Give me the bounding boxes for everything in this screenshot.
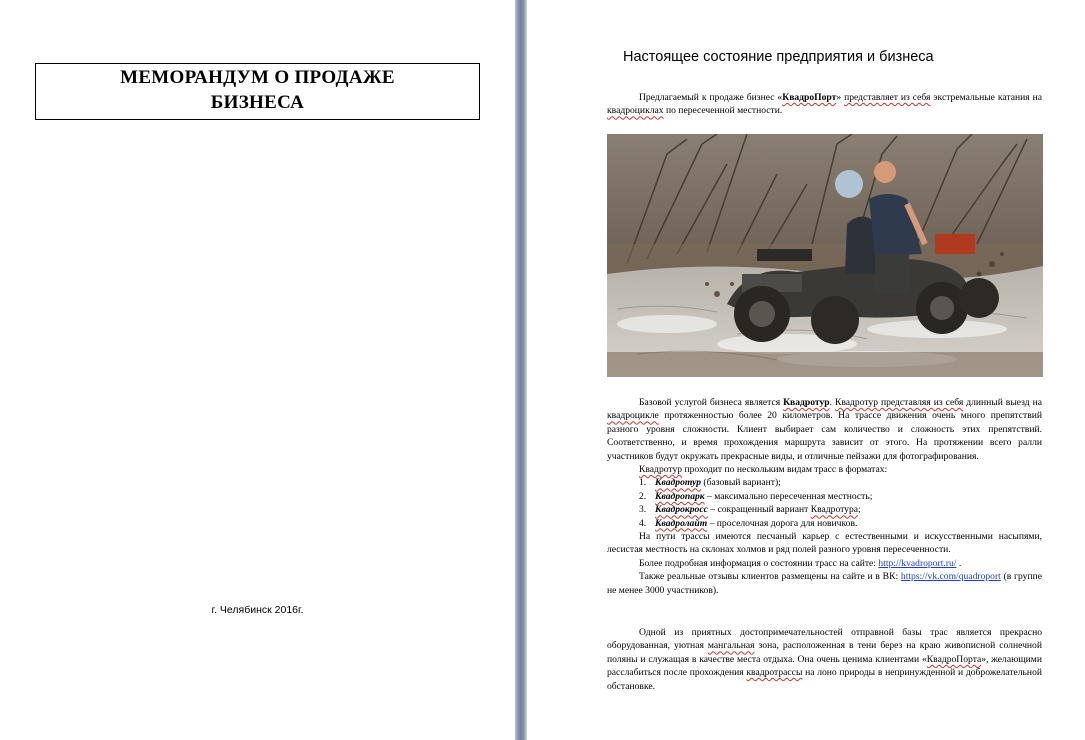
track-paragraph: На пути трассы имеются песчаный карьер с естественными и искусственными насыпями, лесистая местность на склонах холмов и ряд полей разного уровня пересеченности. bbox=[607, 531, 1042, 556]
page-gutter bbox=[515, 0, 527, 740]
section-heading: Настоящее состояние предприятия и бизнеса bbox=[623, 49, 934, 65]
kvadroport-site-link[interactable]: http://kvadroport.ru/ bbox=[878, 557, 957, 569]
atv-river-photo bbox=[607, 134, 1043, 377]
document-page-left bbox=[0, 0, 515, 740]
main-body-text bbox=[607, 396, 1042, 597]
list-item: 4. Квадролайт – проселочная дорога для новичков. bbox=[639, 517, 858, 529]
intro-paragraph: Предлагаемый к продаже бизнес «КвадроПорт» представляет из себя экстремальные катания на квадроциклах по пересеченной местности. bbox=[607, 92, 1043, 117]
list-item: 3. Квадрокросс – сокращенный вариант Квадротура; bbox=[639, 504, 861, 516]
city-year: г. Челябинск 2016г. bbox=[211, 604, 304, 616]
memorandum-title-box bbox=[35, 63, 480, 120]
reviews-paragraph: Также реальные отзывы клиентов размещены на сайте и в ВК: https://vk.com/quadroport (в группе не менее 3000 участников). bbox=[607, 571, 1042, 596]
document-page-right bbox=[527, 0, 1085, 740]
base-service-paragraph: Базовой услугой бизнеса является Квадротур. Квадротур представляя из себя длинный выезд на квадроцикле протяженностью более 20 километров. На трассе движения очень много препятствий разного уровня сложности. Клиент выбирает сам количество и сложность этих препятствий. Соответственно, и время прохождения маршрута зависит от этого. На протяжении всего ралли участников будут окружать прекрасные виды, и отличные пейзажи для фотографирования. bbox=[607, 397, 1042, 462]
formats-paragraph: Квадротур проходит по нескольким видам трасс в форматах: bbox=[639, 464, 888, 476]
more-info-paragraph: Более подробная информация о состоянии трасс на сайте: http://kvadroport.ru/ . bbox=[639, 557, 962, 569]
list-item: 2. Квадропарк – максимально пересеченная местность; bbox=[639, 490, 873, 502]
vk-group-link[interactable]: https://vk.com/quadroport bbox=[900, 571, 1001, 583]
list-item: 1. Квадротур (базовый вариант); bbox=[639, 477, 781, 489]
title-line-1: МЕМОРАНДУМ О ПРОДАЖЕ bbox=[120, 67, 395, 88]
title-line-2: БИЗНЕСА bbox=[210, 92, 305, 113]
attraction-paragraph: Одной из приятных достопримечательностей отправной базы трас является прекрасно оборудованная, уютная мангальная зона, расположенная в тени берез на краю живописной солнечной поляны и служащая в качестве места отдыха. Она очень ценима клиентами «КвадроПорта», желающими расслабиться после прохождения квадротрассы на лоно природы в непринужденной и доброжелательной обстановке. bbox=[607, 627, 1043, 692]
